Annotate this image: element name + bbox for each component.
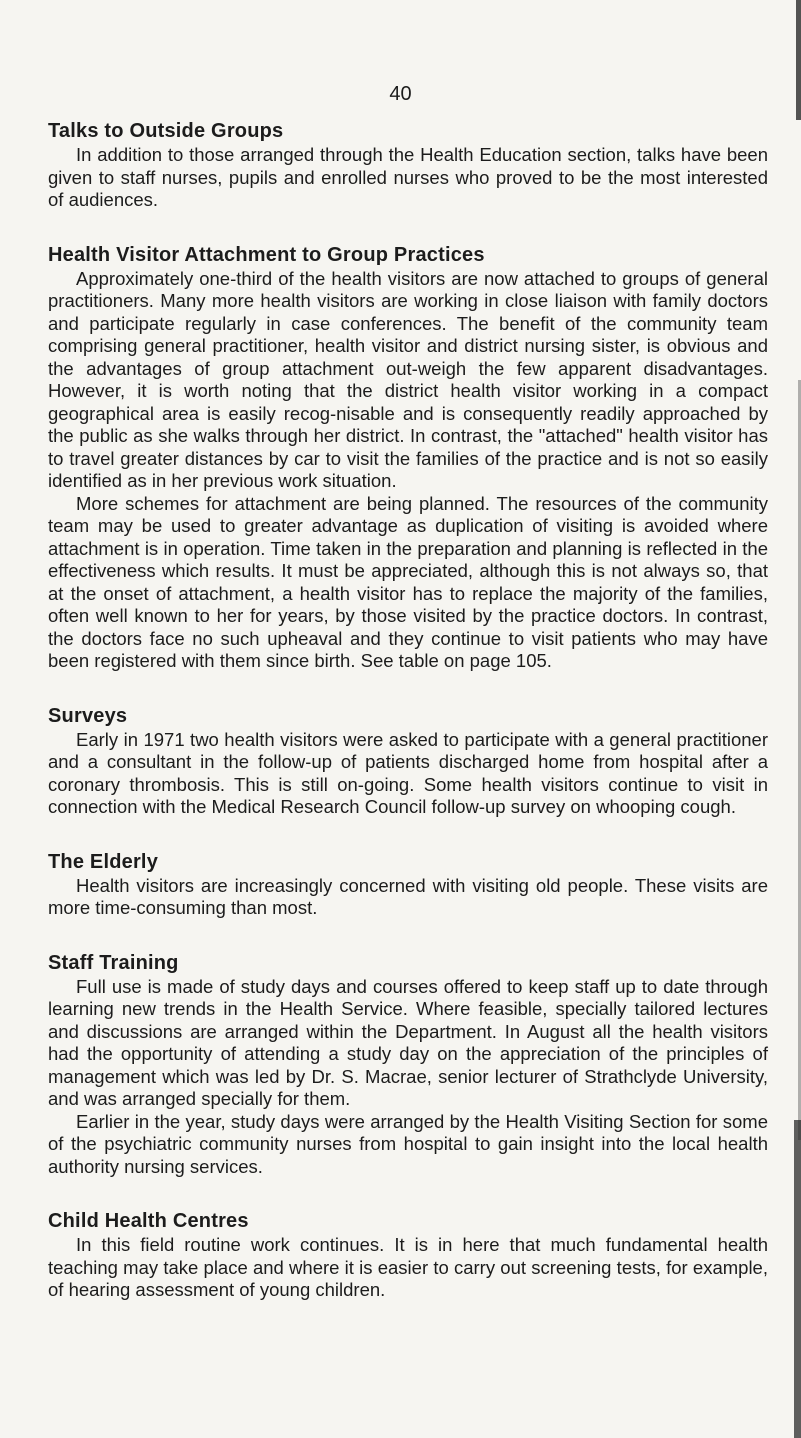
- section-surveys: [48, 703, 768, 819]
- section-heading: Surveys: [48, 704, 128, 727]
- section-talks-to-outside-groups: [48, 118, 768, 212]
- section-heading: Health Visitor Attachment to Group Practices: [48, 243, 485, 266]
- section-heading: Staff Training: [48, 951, 179, 974]
- scan-edge-shadow: [796, 0, 801, 120]
- section-heading: Child Health Centres: [48, 1210, 249, 1232]
- document-body: [48, 118, 768, 1332]
- section-health-visitor-attachment: [48, 242, 768, 673]
- section-the-elderly: [48, 849, 768, 920]
- section-heading: Talks to Outside Groups: [48, 120, 284, 142]
- section-paragraph: More schemes for attachment are being planned. The resources of the community team may be used to greater advantage as duplication of visiting is avoided where attachment is in operation. Time taken in the preparation and planning is reflected in the effectiveness which results. It must be appreciated, although this is not always so, that at the onset of attachment, a health visitor has to replace the majority of the families, often well known to her for years, by those visited by the practice doctors. In contrast, the doctors face no such upheaval and they continue to visit patients who may have been registered with them since birth. See table on page 105.: [48, 492, 768, 671]
- section-paragraph: Full use is made of study days and courses offered to keep staff up to date through learning new trends in the Health Service. Where feasible, specially tailored lectures and discussions are arranged within the Department. In August all the health visitors had the opportunity of attending a study day on the appreciation of the principles of management which was led by Dr. S. Macrae, senior lecturer of Strathclyde University, and was arranged specially for them.: [48, 975, 768, 1109]
- section-paragraph: Approximately one-third of the health visitors are now attached to groups of general practitioners. Many more health visitors are working in close liaison with family doctors and participate regularly in case conferences. The benefit of the community team comprising general practitioner, health visitor and district nursing sister, is obvious and the advantages of group attachment out-weigh the few apparent disadvantages. However, it is worth noting that the district health visitor working in a compact geographical area is easily recog-nisable and is consequently readily approached by the public as she walks through her district. In contrast, the "attached" health visitor has to travel greater distances by car to visit the families of the practice and is not so easily identified as in her previous work situation.: [48, 267, 768, 491]
- section-paragraph: In this field routine work continues. It is in here that much fundamental health teaching may take place and where it is easier to carry out screening tests, for example, of hearing assessment of young children.: [48, 1234, 768, 1300]
- section-paragraph: Early in 1971 two health visitors were asked to participate with a general practitioner and a consultant in the follow-up of patients discharged home from hospital after a coronary thrombosis. This is still on-going. Some health visitors continue to visit in connection with the Medical Research Council follow-up survey on whooping cough.: [48, 728, 768, 817]
- section-heading: The Elderly: [48, 850, 159, 873]
- scan-edge-shadow: [794, 1120, 801, 1438]
- section-child-health-centres: [48, 1208, 768, 1302]
- section-staff-training: [48, 950, 768, 1179]
- section-paragraph: In addition to those arranged through the Health Education section, talks have been given to staff nurses, pupils and enrolled nurses who proved to be the most interested of audiences.: [48, 144, 768, 210]
- section-paragraph: Health visitors are increasingly concerned with visiting old people. These visits are more time-consuming than most.: [48, 874, 768, 918]
- page-number: 40: [389, 83, 412, 105]
- section-paragraph: Earlier in the year, study days were arranged by the Health Visiting Section for some of the psychiatric community nurses from hospital to gain insight into the local health authority nursing services.: [48, 1110, 768, 1177]
